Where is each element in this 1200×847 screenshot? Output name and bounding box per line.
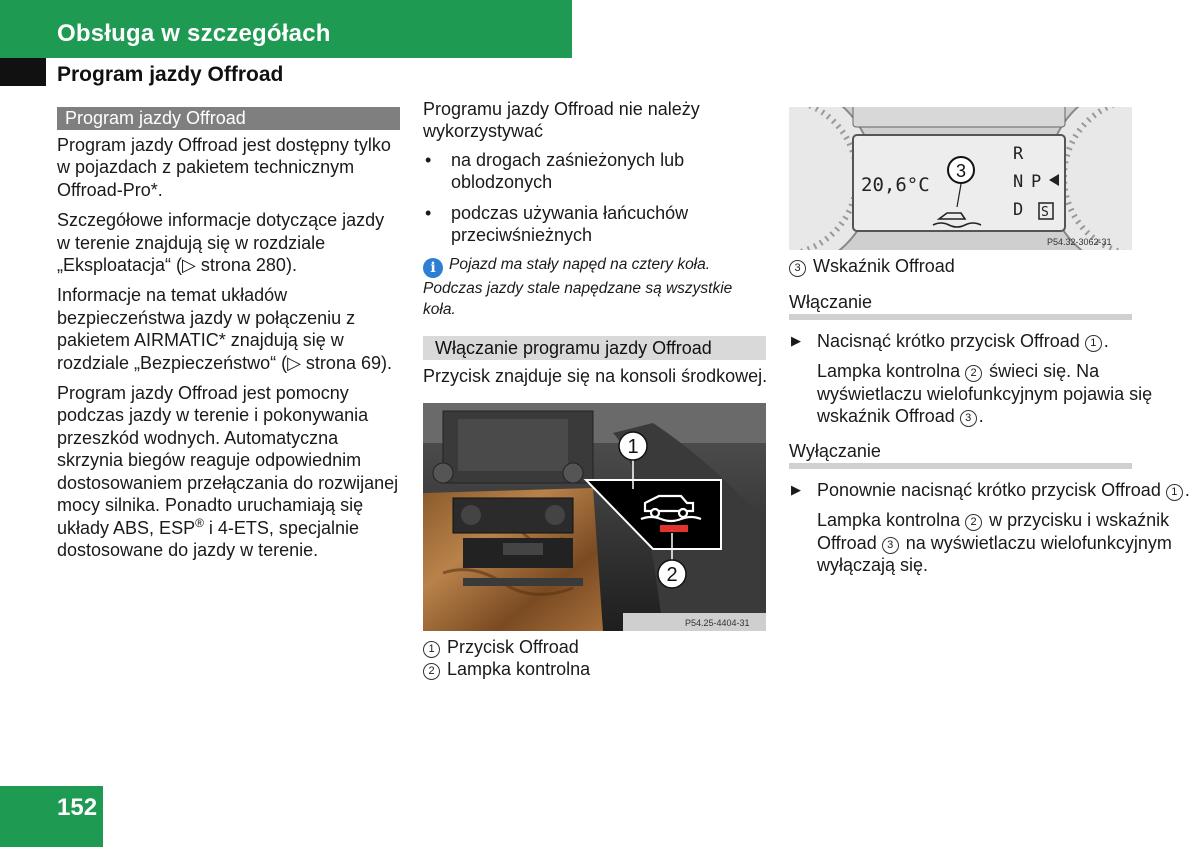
activation-result: Lampka kontrolna 2 świeci się. Na wyświetlaczu wielofunkcyjnym pojawia się wskaźnik Offroad 3 . [817,361,1153,427]
indicator-lamp [660,525,688,532]
info-note: i Pojazd ma stały napęd na cztery koła. Podczas jazdy stale napędzane są wszystkie koła. [423,256,733,319]
column-2 [423,98,768,396]
column-1 [57,134,402,569]
deactivation-step: ▶ Ponownie nacisnąć krótko przycisk Offroad 1 . [791,480,1190,500]
display-illustration [789,107,1132,250]
console-illustration [423,403,766,631]
section-heading: Program jazdy Offroad [57,107,400,130]
restrictions-list [423,149,768,247]
paragraph-restrictions: Programu jazdy Offroad nie należy wykorzystywać [423,99,700,142]
section-title: Program jazdy Offroad [57,63,284,86]
photo-code: P54.25-4404-31 [685,618,750,628]
activation-heading: Włączanie [789,292,1132,320]
page-number: 152 [57,794,98,821]
paragraph-safety-reference: Informacje na temat układów bezpieczeństwa jazdy w połączeniu z pakietem AIRMATIC* znajdują się w rozdziale „Bezpieczeństwo“ (▷ strona 69). [57,285,392,373]
caption-indicator: 3 Wskaźnik Offroad [789,255,955,277]
callout-2: 2 [666,564,678,586]
paragraph-offroad-reference: Szczegółowe informacje dotyczące jazdy w terenie znajdują się w rozdziale „Eksploatacja“ (▷ strona 280). [57,210,385,276]
caption-lamp: 2 Lampka kontrolna [423,658,590,680]
gear-d: D [1013,200,1024,220]
section-marker [0,58,46,86]
step-arrow-icon: ▶ [791,482,801,497]
temperature-readout: 20,6°C [861,174,930,196]
caption-list-1 [423,636,590,681]
section-heading-activation: Włączanie programu jazdy Offroad [423,336,766,360]
deactivation-result: Lampka kontrolna 2 w przycisku i wskaźnik Offroad 3 na wyświetlaczu wielofunkcyjnym wyłączają się. [817,510,1172,576]
callout-1: 1 [627,436,639,458]
console-photo [423,403,766,631]
gear-p: P [1031,172,1042,192]
photo-code: P54.32-3062-31 [1047,237,1112,247]
paragraph-description: Program jazdy Offroad jest pomocny podczas jazdy w terenie i pokonywania przeszkód wodnych. Automatyczna skrzynia biegów reaguje odpowiednim dostosowaniem przełączania do rozwijanej mocy silnika. Ponadto uruchamiają się układy ABS, ESP® i 4-ETS, specjalnie dostosowane do jazdy w terenie. [57,383,399,560]
paragraph-button-location: Przycisk znajduje się na konsoli środkowej. [423,366,768,387]
activation-step: ▶ Nacisnąć krótko przycisk Offroad 1 . [791,331,1109,351]
list-item: • podczas używania łańcuchów przeciwśnieżnych [423,202,768,247]
info-icon: i [423,258,443,278]
callout-3: 3 [955,161,967,181]
step-arrow-icon: ▶ [791,333,801,348]
deactivation-block [789,441,1200,577]
caption-button: 1 Przycisk Offroad [423,636,590,658]
display-photo [789,107,1132,250]
gear-r: R [1013,144,1024,164]
list-item: • na drogach zaśnieżonych lub oblodzonych [423,149,768,194]
paragraph-availability: Program jazdy Offroad jest dostępny tylko w pojazdach z pakietem technicznym Offroad-Pro*. [57,135,391,200]
deactivation-heading: Wyłączanie [789,441,1132,469]
sport-mode-icon: S [1041,205,1049,220]
activation-block [789,292,1200,428]
gear-n: N [1013,172,1024,192]
chapter-title: Obsługa w szczegółach [57,20,331,47]
